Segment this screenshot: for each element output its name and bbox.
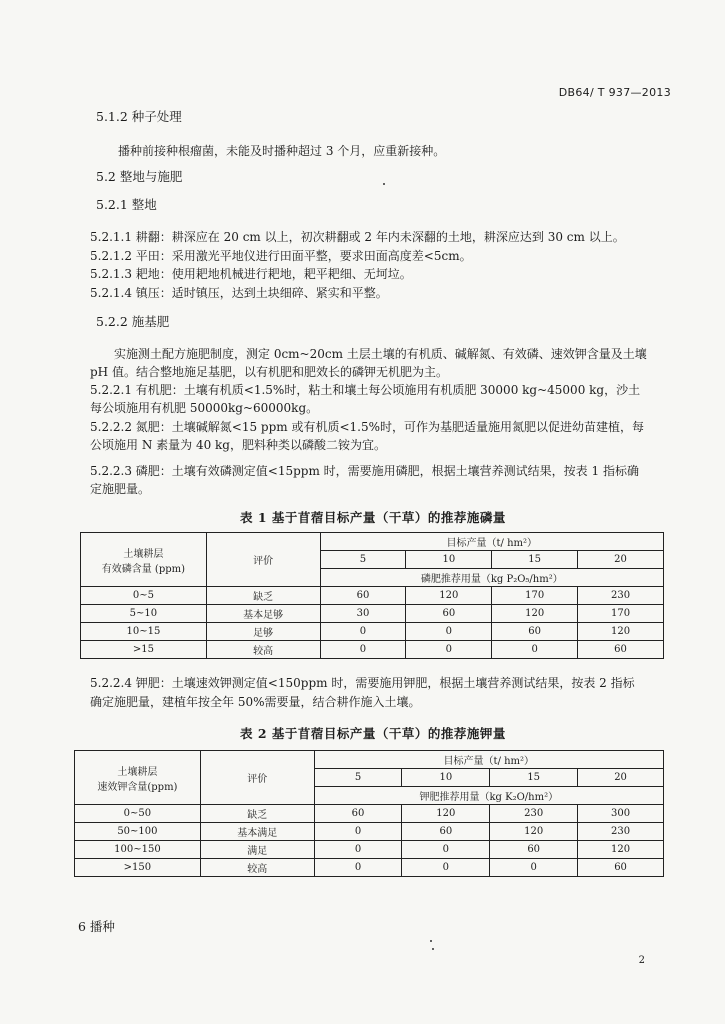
table2-caption: 表 2 基于苜蓿目标产量（干草）的推荐施钾量 (240, 726, 506, 741)
table2-cell-eval: 基本满足 (200, 823, 314, 841)
table-row (81, 641, 664, 659)
table1-cell: 30 (320, 605, 406, 623)
section-5-2-2-title: 5.2.2 施基肥 (96, 314, 170, 329)
table-row (75, 841, 664, 859)
section-5-2-2-3-line2: 定施肥量。 (90, 482, 151, 496)
section-5-2-1-3: 5.2.1.3 耙地：使用耙地机械进行耙地，耙平耙细、无坷垃。 (90, 267, 412, 281)
section-5-2-2-4-line2: 确定施肥量，建植年按全年 50%需要量，结合耕作施入土壤。 (90, 695, 421, 709)
table1-cell-range: 10~15 (81, 623, 207, 641)
table1-yield-4: 20 (578, 551, 664, 569)
scan-speck (432, 948, 434, 950)
table2-cell: 60 (314, 805, 402, 823)
table2-cell: 0 (402, 841, 490, 859)
table-row (81, 587, 664, 605)
table-row (75, 859, 664, 877)
table1-cell-eval: 较高 (206, 641, 320, 659)
table2-head-soil (75, 751, 201, 805)
section-5-2-2-para-line1: 实施测土配方施肥制度，测定 0cm~20cm 土层土壤的有机质、碱解氮、有效磷、速效钾含量及土壤 (114, 347, 647, 361)
table1-head-target: 目标产量（t/ hm²） (320, 533, 663, 551)
table1-cell: 0 (320, 641, 406, 659)
table2-cell: 0 (314, 823, 402, 841)
table1-cell: 120 (406, 587, 492, 605)
table1-cell: 60 (492, 623, 578, 641)
table2-cell: 230 (490, 805, 578, 823)
section-5-2-2-1-line2: 每公顷施用有机肥 50000kg~60000kg。 (90, 401, 319, 415)
section-5-2-2-para-line2: pH 值。结合整地施足基肥，以有机肥和肥效长的磷钾无机肥为主。 (90, 365, 448, 379)
section-5-2-2-3-line1: 5.2.2.3 磷肥：土壤有效磷测定值<15ppm 时，需要施用磷肥，根据土壤营养测试结果，按表 1 指标确 (90, 464, 639, 478)
table2-cell: 0 (314, 859, 402, 877)
table1-cell: 0 (406, 623, 492, 641)
table1-cell: 0 (492, 641, 578, 659)
table1-head-soil-line1: 土壤耕层 (123, 548, 164, 560)
table1-yield-1: 5 (320, 551, 406, 569)
table1-cell: 120 (578, 623, 664, 641)
table2-cell: 60 (402, 823, 490, 841)
section-5-2-1-2: 5.2.1.2 平田：采用激光平地仪进行田面平整，要求田面高度差<5cm。 (90, 249, 472, 263)
section-5-2-1-title: 5.2.1 整地 (96, 197, 157, 212)
table2-cell-range: >150 (75, 859, 201, 877)
table2-cell: 120 (490, 823, 578, 841)
table2-cell: 120 (578, 841, 664, 859)
table2-head-target: 目标产量（t/ hm²） (314, 751, 663, 769)
table1-cell: 0 (320, 623, 406, 641)
table1-cell: 60 (406, 605, 492, 623)
table2-cell-eval: 满足 (200, 841, 314, 859)
table1-cell: 170 (492, 587, 578, 605)
table1-cell: 170 (578, 605, 664, 623)
table2-cell-eval: 较高 (200, 859, 314, 877)
table1-cell: 120 (492, 605, 578, 623)
section-5-2-2-4-line1: 5.2.2.4 钾肥：土壤速效钾测定值<150ppm 时，需要施用钾肥，根据土壤营养测试结果，按表 2 指标 (90, 676, 635, 690)
table-row (75, 805, 664, 823)
section-5-2-2-2-line1: 5.2.2.2 氮肥：土壤碱解氮<15 ppm 或有机质<1.5%时，可作为基肥适量施用氮肥以促进幼苗建植，每 (90, 420, 645, 434)
table2-cell: 0 (314, 841, 402, 859)
scan-speck (383, 183, 385, 185)
table2 (74, 750, 664, 877)
table2-head-eval: 评价 (200, 751, 314, 805)
table1-caption: 表 1 基于苜蓿目标产量（干草）的推荐施磷量 (240, 510, 506, 525)
table2-cell-range: 0~50 (75, 805, 201, 823)
table1-head-rec: 磷肥推荐用量（kg P₂O₅/hm²） (320, 569, 663, 587)
table1-cell-eval: 基本足够 (206, 605, 320, 623)
table1-cell: 60 (320, 587, 406, 605)
table2-cell: 0 (402, 859, 490, 877)
table1-cell: 0 (406, 641, 492, 659)
table2-yield-1: 5 (314, 769, 402, 787)
page-number: 2 (638, 955, 645, 966)
table2-cell-range: 50~100 (75, 823, 201, 841)
section-5-2-2-1-line1: 5.2.2.1 有机肥：土壤有机质<1.5%时，粘土和壤土每公顷施用有机质肥 30000 kg~45000 kg，沙土 (90, 383, 641, 397)
table-row (75, 823, 664, 841)
table1 (80, 532, 664, 659)
table1-cell-eval: 缺乏 (206, 587, 320, 605)
section-5-2-1-1: 5.2.1.1 耕翻：耕深应在 20 cm 以上，初次耕翻或 2 年内未深翻的土地，耕深应达到 30 cm 以上。 (90, 230, 625, 244)
table2-cell: 60 (490, 841, 578, 859)
section-5-2-2-2-line2: 公顷施用 N 素量为 40 kg，肥料种类以磷酸二铵为宜。 (90, 438, 386, 452)
table2-cell: 60 (578, 859, 664, 877)
table1-cell-eval: 足够 (206, 623, 320, 641)
table1-head-eval: 评价 (206, 533, 320, 587)
table1-yield-3: 15 (492, 551, 578, 569)
section-5-1-2-text: 播种前接种根瘤菌，未能及时播种超过 3 个月，应重新接种。 (118, 144, 446, 158)
table-row (81, 623, 664, 641)
table2-head-soil-line2: 速效钾含量(ppm) (97, 781, 178, 793)
section-5-1-2-title: 5.1.2 种子处理 (96, 109, 182, 124)
table1-cell: 60 (578, 641, 664, 659)
table2-cell-range: 100~150 (75, 841, 201, 859)
table1-cell-range: >15 (81, 641, 207, 659)
section-6-title: 6 播种 (78, 919, 115, 934)
table2-cell: 0 (490, 859, 578, 877)
standard-code: DB64/ T 937—2013 (558, 86, 671, 99)
table2-cell: 120 (402, 805, 490, 823)
table1-cell-range: 5~10 (81, 605, 207, 623)
table2-cell: 300 (578, 805, 664, 823)
table1-head-soil (81, 533, 207, 587)
table2-cell: 230 (578, 823, 664, 841)
table2-yield-3: 15 (490, 769, 578, 787)
table2-cell-eval: 缺乏 (200, 805, 314, 823)
table2-head-rec: 钾肥推荐用量（kg K₂O/hm²） (314, 787, 663, 805)
table1-cell: 230 (578, 587, 664, 605)
table2-yield-2: 10 (402, 769, 490, 787)
table-row (81, 605, 664, 623)
table1-yield-2: 10 (406, 551, 492, 569)
section-5-2-1-4: 5.2.1.4 镇压：适时镇压，达到土块细碎、紧实和平整。 (90, 286, 388, 300)
table1-cell-range: 0~5 (81, 587, 207, 605)
table2-yield-4: 20 (578, 769, 664, 787)
table2-head-soil-line1: 土壤耕层 (117, 766, 158, 778)
table1-head-soil-line2: 有效磷含量 (ppm) (101, 563, 186, 575)
section-5-2-title: 5.2 整地与施肥 (96, 169, 183, 184)
scan-speck (430, 940, 432, 942)
